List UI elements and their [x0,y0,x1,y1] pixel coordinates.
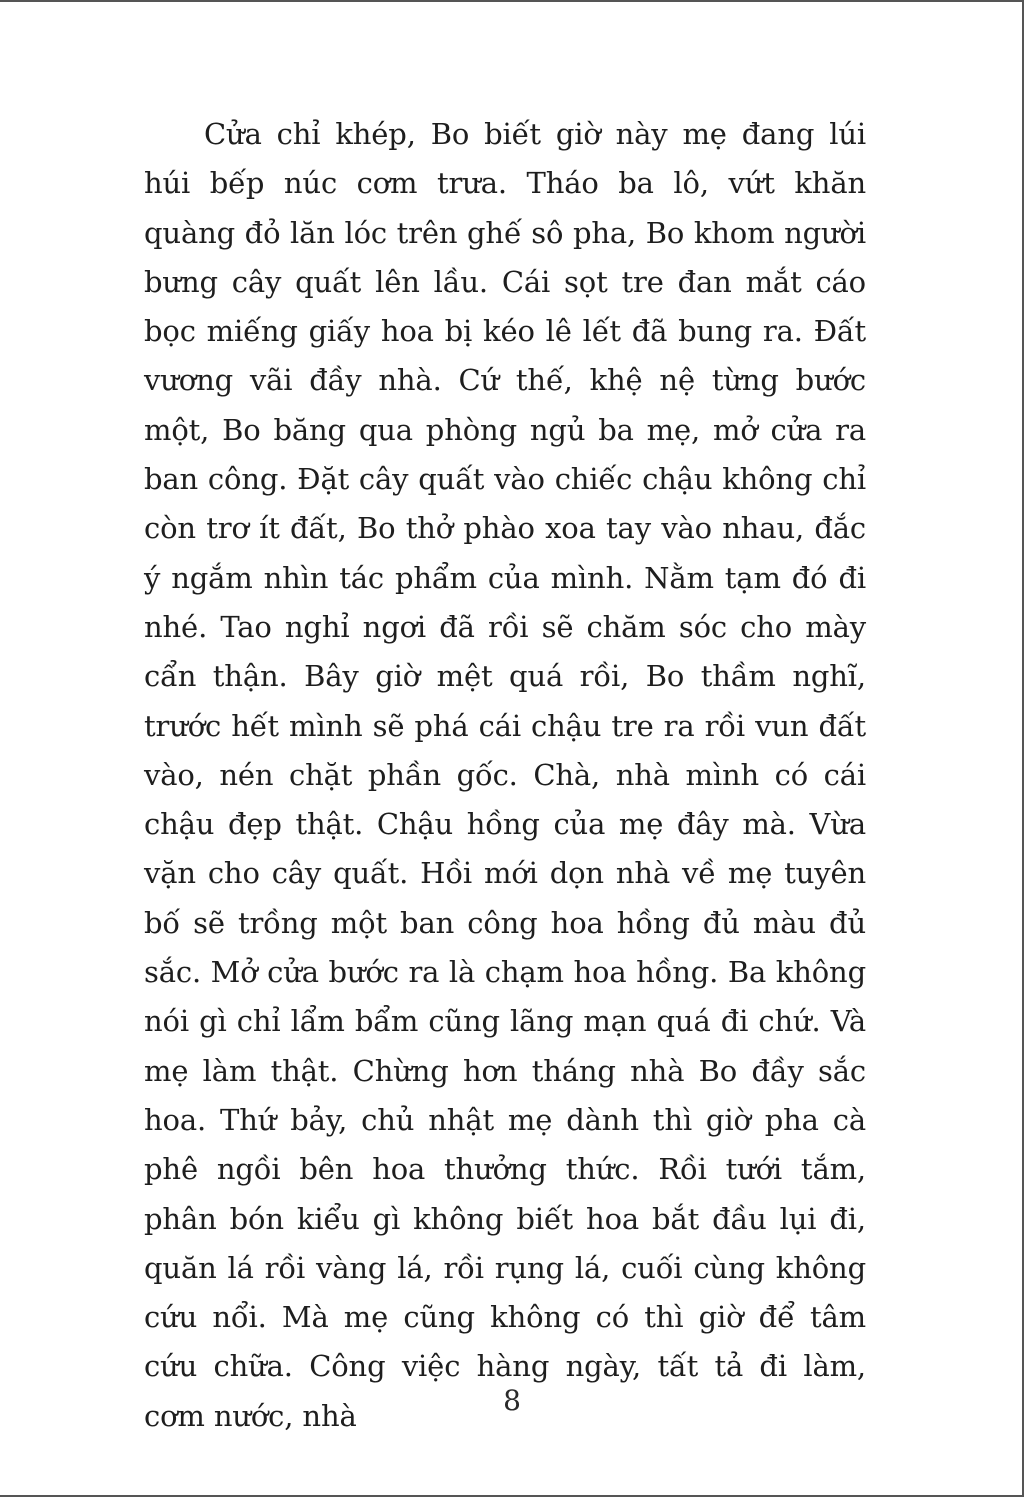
page-number: 8 [503,1384,521,1417]
body-paragraph: Cửa chỉ khép, Bo biết giờ này mẹ đang lúi húi bếp núc cơm trưa. Tháo ba lô, vứt khăn quàng đỏ lăn lóc trên ghế sô pha, Bo khom người bưng cây quất lên lầu. Cái sọt tre đan mắt cáo bọc miếng giấy hoa bị kéo lê lết đã bung ra. Đất vương vãi đầy nhà. Cứ thế, khệ nệ từng bước một, Bo băng qua phòng ngủ ba mẹ, mở cửa ra ban công. Đặt cây quất vào chiếc chậu không chỉ còn trơ ít đất, Bo thở phào xoa tay vào nhau, đắc ý ngắm nhìn tác phẩm của mình. Nằm tạm đó đi nhé. Tao nghỉ ngơi đã rồi sẽ chăm sóc cho mày cẩn thận. Bây giờ mệt quá rồi, Bo thầm nghĩ, trước hết mình sẽ phá cái chậu tre ra rồi vun đất vào, nén chặt phần gốc. Chà, nhà mình có cái chậu đẹp thật. Chậu hồng của mẹ đây mà. Vừa vặn cho cây quất. Hồi mới dọn nhà về mẹ tuyên bố sẽ trồng một ban công hoa hồng đủ màu đủ sắc. Mở cửa bước ra là chạm hoa hồng. Ba không nói gì chỉ lẩm bẩm cũng lãng mạn quá đi chứ. Và mẹ làm thật. Chừng hơn tháng nhà Bo đầy sắc hoa. Thứ bảy, chủ nhật mẹ dành thì giờ pha cà phê ngồi bên hoa thưởng thức. Rồi tưới tắm, phân bón kiểu gì không biết hoa bắt đầu lụi đi, quăn lá rồi vàng lá, rồi rụng lá, cuối cùng không cứu nổi. Mà mẹ cũng không có thì giờ để tâm cứu chữa. Công việc hàng ngày, tất tả đi làm, cơm nước, nhà [144,117,866,1433]
